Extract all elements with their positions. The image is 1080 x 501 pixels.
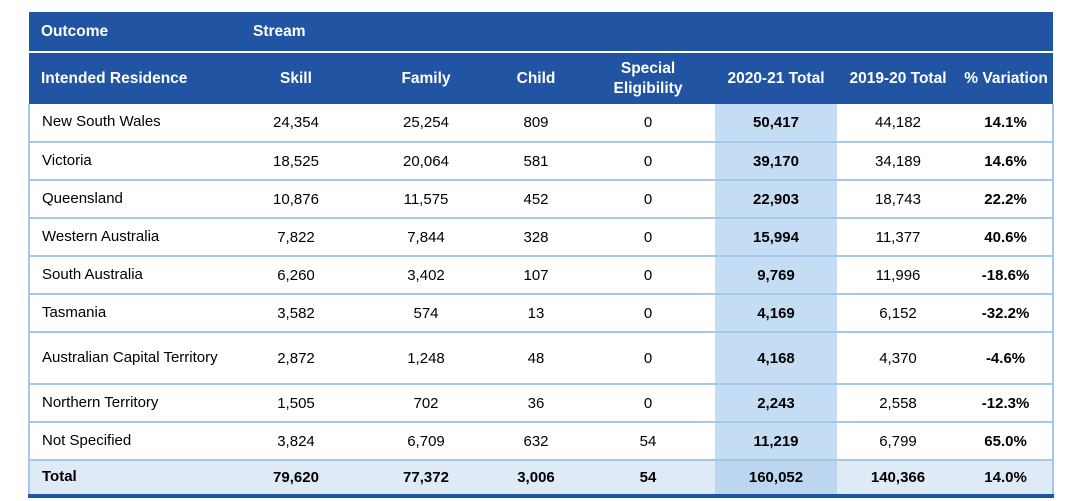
cell-percent-variation: 14.0% <box>959 460 1053 496</box>
cell-special-eligibility: 0 <box>581 384 715 422</box>
cell-2019-20-total: 11,377 <box>837 218 959 256</box>
cell-child: 632 <box>491 422 581 460</box>
cell-2020-21-total: 160,052 <box>715 460 837 496</box>
cell-percent-variation: -4.6% <box>959 332 1053 384</box>
column-header-2019-20-total: 2019-20 Total <box>837 52 959 104</box>
cell-special-eligibility: 0 <box>581 180 715 218</box>
row-label: Not Specified <box>29 422 231 460</box>
cell-2019-20-total: 18,743 <box>837 180 959 218</box>
cell-special-eligibility: 0 <box>581 142 715 180</box>
row-label: Tasmania <box>29 294 231 332</box>
cell-family: 574 <box>361 294 491 332</box>
cell-special-eligibility: 0 <box>581 104 715 142</box>
cell-special-eligibility: 0 <box>581 332 715 384</box>
cell-child: 452 <box>491 180 581 218</box>
cell-child: 3,006 <box>491 460 581 496</box>
cell-family: 11,575 <box>361 180 491 218</box>
cell-2019-20-total: 2,558 <box>837 384 959 422</box>
cell-family: 3,402 <box>361 256 491 294</box>
migration-outcome-table <box>28 12 1054 498</box>
cell-2020-21-total: 4,168 <box>715 332 837 384</box>
cell-skill: 2,872 <box>231 332 361 384</box>
cell-family: 77,372 <box>361 460 491 496</box>
cell-special-eligibility: 54 <box>581 460 715 496</box>
cell-2020-21-total: 15,994 <box>715 218 837 256</box>
cell-skill: 3,824 <box>231 422 361 460</box>
row-label: South Australia <box>29 256 231 294</box>
table-row-victoria <box>29 142 1053 180</box>
cell-skill: 7,822 <box>231 218 361 256</box>
cell-special-eligibility: 54 <box>581 422 715 460</box>
cell-2019-20-total: 11,996 <box>837 256 959 294</box>
column-header-special-eligibility: Special Eligibility <box>581 52 715 104</box>
cell-2020-21-total: 9,769 <box>715 256 837 294</box>
cell-family: 702 <box>361 384 491 422</box>
table-row-northern-territory <box>29 384 1053 422</box>
cell-2019-20-total: 4,370 <box>837 332 959 384</box>
cell-percent-variation: 14.1% <box>959 104 1053 142</box>
row-label: Western Australia <box>29 218 231 256</box>
table-row-not-specified <box>29 422 1053 460</box>
column-header-child: Child <box>491 52 581 104</box>
cell-family: 6,709 <box>361 422 491 460</box>
cell-special-eligibility: 0 <box>581 218 715 256</box>
cell-percent-variation: -18.6% <box>959 256 1053 294</box>
cell-2020-21-total: 11,219 <box>715 422 837 460</box>
cell-skill: 79,620 <box>231 460 361 496</box>
cell-2019-20-total: 44,182 <box>837 104 959 142</box>
table-row-south-australia <box>29 256 1053 294</box>
cell-skill: 6,260 <box>231 256 361 294</box>
column-header-percent-variation: % Variation <box>959 52 1053 104</box>
cell-2019-20-total: 6,799 <box>837 422 959 460</box>
cell-special-eligibility: 0 <box>581 256 715 294</box>
row-label: New South Wales <box>29 104 231 142</box>
cell-skill: 18,525 <box>231 142 361 180</box>
cell-child: 13 <box>491 294 581 332</box>
column-header-intended-residence: Intended Residence <box>29 52 231 104</box>
cell-percent-variation: -32.2% <box>959 294 1053 332</box>
column-header-family: Family <box>361 52 491 104</box>
table-row-new-south-wales <box>29 104 1053 142</box>
cell-2020-21-total: 4,169 <box>715 294 837 332</box>
outcome-group-header: Outcome <box>29 12 231 52</box>
row-label: Australian Capital Territory <box>29 332 231 384</box>
cell-child: 107 <box>491 256 581 294</box>
cell-family: 25,254 <box>361 104 491 142</box>
stream-group-header: Stream <box>231 12 1053 52</box>
group-header-row <box>29 12 1053 52</box>
cell-child: 48 <box>491 332 581 384</box>
cell-child: 809 <box>491 104 581 142</box>
column-header-row <box>29 52 1053 104</box>
row-label: Queensland <box>29 180 231 218</box>
cell-percent-variation: 40.6% <box>959 218 1053 256</box>
row-label: Northern Territory <box>29 384 231 422</box>
cell-2020-21-total: 50,417 <box>715 104 837 142</box>
column-header-skill: Skill <box>231 52 361 104</box>
cell-percent-variation: -12.3% <box>959 384 1053 422</box>
cell-special-eligibility: 0 <box>581 294 715 332</box>
table-row-total <box>29 460 1053 496</box>
cell-skill: 1,505 <box>231 384 361 422</box>
cell-skill: 10,876 <box>231 180 361 218</box>
cell-2020-21-total: 39,170 <box>715 142 837 180</box>
cell-2019-20-total: 6,152 <box>837 294 959 332</box>
cell-2020-21-total: 2,243 <box>715 384 837 422</box>
table-row-tasmania <box>29 294 1053 332</box>
cell-percent-variation: 14.6% <box>959 142 1053 180</box>
cell-skill: 24,354 <box>231 104 361 142</box>
cell-family: 7,844 <box>361 218 491 256</box>
cell-percent-variation: 65.0% <box>959 422 1053 460</box>
row-label: Total <box>29 460 231 496</box>
cell-family: 1,248 <box>361 332 491 384</box>
cell-family: 20,064 <box>361 142 491 180</box>
cell-2019-20-total: 34,189 <box>837 142 959 180</box>
cell-2019-20-total: 140,366 <box>837 460 959 496</box>
table-row-queensland <box>29 180 1053 218</box>
cell-child: 328 <box>491 218 581 256</box>
cell-2020-21-total: 22,903 <box>715 180 837 218</box>
cell-child: 581 <box>491 142 581 180</box>
cell-skill: 3,582 <box>231 294 361 332</box>
cell-percent-variation: 22.2% <box>959 180 1053 218</box>
table-row-western-australia <box>29 218 1053 256</box>
row-label: Victoria <box>29 142 231 180</box>
column-header-2020-21-total: 2020-21 Total <box>715 52 837 104</box>
cell-child: 36 <box>491 384 581 422</box>
table-row-australian-capital-territory <box>29 332 1053 384</box>
